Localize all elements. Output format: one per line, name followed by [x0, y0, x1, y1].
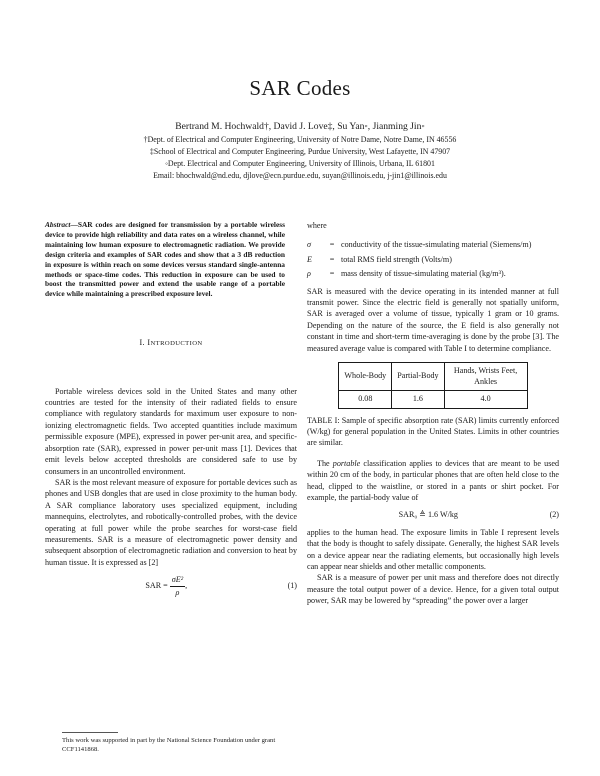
equation-2 — [307, 509, 559, 520]
portable-term: portable — [332, 458, 361, 468]
right-paragraph-exposure: applies to the human head. The exposure limits in Table I represent levels that the body is thought to safely dissipate. Generally, the highest SAR levels on a device appear near the radiating elements, but occasionally high levels can appear near shields and other metallic components. — [307, 527, 559, 572]
abstract-lead: Abstract— — [45, 220, 78, 229]
definition-equals: = — [329, 254, 335, 264]
table-header-cell: Partial-Body — [392, 363, 444, 391]
equation-1-tail: , — [185, 580, 188, 590]
table-header-cell: Whole-Body — [339, 363, 392, 391]
definition-text: conductivity of the tissue-simulating material (Siemens/m) — [341, 240, 532, 250]
right-column — [307, 220, 559, 607]
sar-limits-table — [338, 362, 527, 409]
definition-text: mass density of tissue-simulating material (kg/m³). — [341, 269, 506, 279]
table-header-cell: Hands, Wrists Feet, Ankles — [444, 363, 527, 391]
right-paragraph-portable — [307, 458, 559, 504]
definition-equals: = — [329, 240, 335, 250]
portable-lead: The — [317, 458, 333, 468]
equation-2-body: SAR₀ ≜ 1.6 W/kg — [398, 510, 458, 520]
definition-sigma — [307, 239, 559, 250]
affiliation-purdue: ‡School of Electrical and Computer Engineering, Purdue University, West Lafayette, IN 47907 — [149, 147, 451, 156]
table-caption: TABLE I: Sample of specific absorption rate (SAR) limits currently enforced (W/kg) for general population in the United States. Limits in other countries are similar. — [307, 415, 559, 448]
affiliation-illinois: ◦Dept. Electrical and Computer Engineering, University of Illinois, Urbana, IL 61801 — [165, 159, 435, 168]
footnote-rule — [62, 732, 118, 733]
affiliation-notre-dame: †Dept. of Electrical and Computer Engineering, University of Notre Dame, Notre Dame, IN 46556 — [143, 135, 457, 144]
variable-definitions — [307, 239, 559, 279]
right-paragraph-power: SAR is a measure of power per unit mass and therefore does not directly measure the total output power of a device. Hence, for a given total output power, SAR may be lowered by “spreading” the power over a larger — [307, 573, 559, 606]
abstract — [45, 220, 285, 299]
table-header-row — [339, 363, 527, 391]
author-list: Bertrand M. Hochwald†, David J. Love‡, Su Yan◦, Jianming Jin◦ — [175, 121, 425, 132]
paper-title: SAR Codes — [249, 76, 351, 100]
table-cell: 0.08 — [339, 391, 392, 409]
right-paragraph-measurement: SAR is measured with the device operating in its intended manner at full transmit power. Since the electric field is generally not spatially uniform, SAR is averaged over a volume of tissue, typically 1 gram or 10 grams. Depending on the nature of the source, the E field is also generally not constant in time and short-term time-averaging is done by the probe [3]. The measured average value is compared with Table I to determine compliance. — [307, 286, 559, 353]
section-title-initial: I — [147, 338, 151, 348]
left-column — [45, 220, 297, 604]
section-heading-introduction — [45, 337, 297, 349]
definition-rho — [307, 268, 559, 279]
section-number: I. — [139, 338, 145, 348]
section-title-rest: NTRODUCTION — [150, 340, 203, 348]
equation-1-label: (1) — [287, 581, 297, 591]
equation-1-lhs: SAR = — [145, 580, 168, 590]
where-text: where — [307, 221, 327, 230]
abstract-text: SAR codes are designed for transmission by a portable wireless device to provide high reliability and data rates on a wireless channel, while maintaining low human exposure to electromagnetic radiation. We provide design criteria and examples of SAR codes and show that a 3 dB reduction in exposure is within reach on some devices versus standard single-antenna methods or space-time codes. This reduction in exposure can be used to boost the transmitted power and extend the usable range of a portable device while maintaining a prescribed exposure level. — [45, 220, 285, 299]
author-emails: Email: bhochwald@nd.edu, djlove@ecn.purdue.edu, suyan@illinois.edu, j-jin1@illinois.edu — [153, 171, 447, 180]
table-row — [339, 391, 527, 409]
equation-1-fraction — [170, 574, 188, 598]
equation-1 — [45, 574, 297, 598]
footnote-funding: This work was supported in part by the National Science Foundation under grant CCF1141868. — [62, 737, 276, 753]
definition-symbol: ρ — [307, 269, 311, 279]
equation-1-denominator: ρ — [175, 587, 180, 597]
definition-text: total RMS field strength (Volts/m) — [341, 254, 452, 264]
equation-1-numerator: σE² — [170, 574, 185, 586]
portable-rest: classification applies to devices that are meant to be used within 20 cm of the body, in particular phones that are often held close to the head, clipped to the waistline, or stored in a pants or shirt pocket. For example, the partial-body value of — [307, 458, 560, 502]
equation-2-label: (2) — [549, 510, 559, 520]
definition-equals: = — [329, 269, 335, 279]
table-cell: 4.0 — [444, 391, 527, 409]
intro-paragraph-1: Portable wireless devices sold in the United States and many other countries are tested for the intensity of their radiated fields to ensure compliance with regulatory standards for maximum user exposure to non-ionizing electromagnetic fields. Two accepted quantities include maximum permissible exposure (MPE), expressed in power per-unit area, and specific-absorption rate (SAR), expressed in power per-unit mass [1]. Devices that emit levels below accepted thresholds are considered safe to use by consumers in an uncontrolled environment. — [45, 386, 297, 476]
definition-e-field — [307, 254, 559, 265]
table-cell: 1.6 — [392, 391, 444, 409]
definition-symbol: E — [307, 254, 312, 264]
definition-symbol: σ — [307, 240, 311, 250]
intro-paragraph-2: SAR is the most relevant measure of exposure for portable devices such as phones and USB dongles that are used in close proximity to the human body. A SAR compliance laboratory uses specialized equipment, including mannequins, electrolytes, and robotically-controlled probes, with the device operating at full power while the probe searches for worst-case field measurements. SAR is a measure of electromagnetic power density and subsequent absorption of electromagnetic radiation and conversion to heat by human tissue. It is expressed as [2] — [45, 477, 297, 567]
